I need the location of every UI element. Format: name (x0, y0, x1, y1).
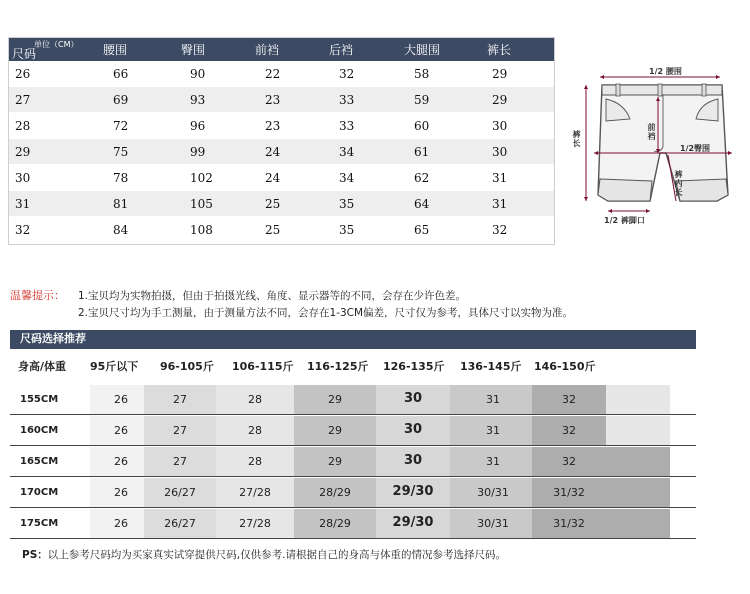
label-half-hip: 1/2臀围 (680, 144, 711, 153)
measure-cell: 59 (414, 93, 430, 107)
recommend-value: 30 (403, 453, 423, 468)
size-recommend-cell (606, 478, 670, 507)
measure-cell: 64 (414, 197, 430, 211)
size-recommend-cell (376, 447, 450, 476)
measure-cell: 72 (113, 119, 129, 133)
recommend-value: 31 (486, 455, 500, 468)
recommend-value: 28/29 (319, 486, 351, 499)
measure-cell: 31 (492, 171, 508, 185)
col-header-back-rise: 后裆 (329, 43, 354, 57)
recommend-value: 32 (562, 393, 576, 406)
measure-cell: 108 (190, 223, 213, 237)
recommend-value: 29 (328, 455, 342, 468)
recommend-value: 30/31 (477, 486, 509, 499)
size-cell: 27 (15, 93, 31, 107)
size-recommend-cell (216, 385, 294, 414)
measure-cell: 23 (265, 93, 281, 107)
measure-cell: 24 (265, 145, 281, 159)
height-weight-label: 身高/体重 (18, 360, 67, 373)
size-cell: 29 (15, 145, 31, 159)
weight-header: 106-115斤 (232, 360, 294, 373)
size-chart-table (8, 37, 555, 245)
size-recommend-cell (144, 447, 216, 476)
height-label: 170CM (20, 487, 59, 498)
size-recommend-cell (144, 416, 216, 445)
size-recommend-cell (450, 509, 536, 538)
measure-cell: 93 (190, 93, 206, 107)
measure-cell: 24 (265, 171, 281, 185)
tips-title: 温馨提示： (10, 289, 65, 302)
measure-cell: 90 (190, 67, 206, 81)
recommend-value: 26 (114, 455, 128, 468)
size-recommend-cell (606, 385, 670, 414)
unit-label: 单位（CM） (34, 40, 79, 49)
shorts-measurement-diagram (572, 55, 732, 235)
recommend-row (10, 478, 696, 508)
measure-cell: 65 (414, 223, 430, 237)
size-recommend-cell (606, 509, 670, 538)
size-cell: 32 (15, 223, 31, 237)
size-recommend-cell (606, 447, 670, 476)
recommend-row (10, 385, 696, 415)
measure-cell: 29 (492, 93, 508, 107)
measure-cell: 29 (492, 67, 508, 81)
size-recommend-cell (532, 416, 606, 445)
col-header-waist: 腰围 (103, 43, 128, 57)
weight-header: 126-135斤 (383, 360, 445, 373)
measure-cell: 105 (190, 197, 213, 211)
col-header-thigh: 大腿围 (404, 43, 441, 57)
col-header-length: 裤长 (487, 43, 512, 57)
size-recommend-cell (532, 385, 606, 414)
measure-cell: 60 (414, 119, 430, 133)
recommend-value: 31/32 (553, 517, 585, 530)
ps-text: 以上参考尺码均为买家真实试穿提供尺码,仅供参考.请根据自己的身高与体重的情况参考选择尺码。 (47, 549, 506, 561)
measure-cell: 75 (113, 145, 129, 159)
recommend-row (10, 447, 696, 477)
measure-cell: 62 (414, 171, 430, 185)
recommend-value: 26/27 (164, 486, 196, 499)
size-recommend-cell (450, 385, 536, 414)
weight-header: 96-105斤 (160, 360, 214, 373)
size-recommend-cell (144, 478, 216, 507)
size-recommend-cell (90, 509, 152, 538)
weight-header: 146-150斤 (534, 360, 596, 373)
recommend-value: 27/28 (239, 517, 271, 530)
measure-cell: 81 (113, 197, 129, 211)
size-corner-label: 尺码 (12, 47, 37, 61)
measure-cell: 22 (265, 67, 281, 81)
size-recommend-cell (216, 416, 294, 445)
size-recommend-cell (450, 478, 536, 507)
size-row (9, 113, 554, 138)
size-recommend-cell (90, 385, 152, 414)
size-recommend-cell (532, 478, 606, 507)
ps-note (22, 548, 506, 562)
measure-cell: 32 (492, 223, 508, 237)
recommend-value: 30 (403, 391, 423, 406)
recommend-value: 26 (114, 517, 128, 530)
size-recommend-cell (90, 447, 152, 476)
recommend-value: 31 (486, 393, 500, 406)
size-recommend-cell (216, 478, 294, 507)
size-recommend-cell (144, 509, 216, 538)
measure-cell: 32 (339, 67, 355, 81)
tip-line-2: 2.宝贝尺寸均为手工测量，由于测量方法不同，会存在1-3CM偏差，尺寸仅为参考，具体尺寸以实物为准。 (78, 307, 574, 319)
size-recommend-cell (294, 478, 376, 507)
size-recommend-cell (216, 447, 294, 476)
ps-prefix: PS： (22, 549, 48, 561)
label-half-waist: 1/2 腰围 (649, 67, 682, 76)
measure-cell: 58 (414, 67, 430, 81)
size-recommend-cell (90, 478, 152, 507)
measure-cell: 99 (190, 145, 206, 159)
size-recommend-cell (376, 416, 450, 445)
size-cell: 26 (15, 67, 31, 81)
measure-cell: 30 (492, 119, 508, 133)
recommend-value: 30 (403, 422, 423, 437)
measure-cell: 23 (265, 119, 281, 133)
recommend-value: 29 (328, 424, 342, 437)
label-inseam: 裤 内 长 (674, 170, 683, 197)
size-recommend-cell (294, 447, 376, 476)
size-recommend-cell (294, 509, 376, 538)
size-recommend-cell (532, 509, 606, 538)
measure-cell: 78 (113, 171, 129, 185)
size-recommend-cell (216, 509, 294, 538)
size-row (9, 165, 554, 190)
recommend-value: 29/30 (392, 515, 434, 530)
size-recommend-cell (376, 385, 450, 414)
size-cell: 28 (15, 119, 31, 133)
label-half-leg-opening: 1/2 裤脚口 (604, 216, 645, 225)
measure-cell: 35 (339, 223, 355, 237)
recommend-header (10, 330, 696, 349)
recommend-value: 26 (114, 486, 128, 499)
size-recommend-cell (606, 416, 670, 445)
recommend-value: 31 (486, 424, 500, 437)
measure-cell: 84 (113, 223, 129, 237)
size-recommend-cell (450, 416, 536, 445)
recommend-value: 28 (248, 393, 262, 406)
size-recommend-cell (90, 416, 152, 445)
col-header-front-rise: 前裆 (255, 43, 280, 57)
size-recommend-cell (532, 447, 606, 476)
tip-line-1: 1.宝贝均为实物拍摄，但由于拍摄光线、角度、显示器等的不同，会存在少许色差。 (78, 290, 467, 302)
recommend-value: 27 (173, 424, 187, 437)
measure-cell: 25 (265, 223, 281, 237)
size-row (9, 61, 554, 86)
weight-header-row (10, 360, 700, 376)
recommend-value: 28 (248, 455, 262, 468)
measure-cell: 102 (190, 171, 213, 185)
recommend-value: 28 (248, 424, 262, 437)
weight-header: 95斤以下 (90, 360, 139, 373)
recommend-value: 31/32 (553, 486, 585, 499)
size-recommend-cell (376, 509, 450, 538)
weight-header: 136-145斤 (460, 360, 522, 373)
measure-cell: 69 (113, 93, 129, 107)
measure-cell: 33 (339, 119, 355, 133)
measure-cell: 33 (339, 93, 355, 107)
recommend-title: 尺码选择推荐 (20, 332, 86, 345)
weight-header: 116-125斤 (307, 360, 369, 373)
measure-cell: 61 (414, 145, 430, 159)
label-length: 裤 长 (572, 130, 581, 148)
recommend-value: 27 (173, 455, 187, 468)
recommend-value: 26 (114, 424, 128, 437)
size-cell: 30 (15, 171, 31, 185)
recommend-value: 27/28 (239, 486, 271, 499)
measure-cell: 35 (339, 197, 355, 211)
measure-cell: 31 (492, 197, 508, 211)
size-row (9, 191, 554, 216)
size-recommend-cell (376, 478, 450, 507)
size-chart-header (9, 38, 554, 61)
height-label: 165CM (20, 456, 59, 467)
height-label: 160CM (20, 425, 59, 436)
size-row (9, 217, 554, 242)
label-front-rise: 前 裆 (647, 123, 656, 141)
measure-cell: 34 (339, 171, 355, 185)
recommend-value: 29/30 (392, 484, 434, 499)
size-cell: 31 (15, 197, 31, 211)
measure-cell: 96 (190, 119, 206, 133)
size-row (9, 87, 554, 112)
recommend-value: 30/31 (477, 517, 509, 530)
measure-cell: 34 (339, 145, 355, 159)
recommend-value: 26/27 (164, 517, 196, 530)
measure-cell: 25 (265, 197, 281, 211)
recommend-value: 28/29 (319, 517, 351, 530)
size-recommend-cell (144, 385, 216, 414)
recommend-value: 26 (114, 393, 128, 406)
recommend-value: 32 (562, 455, 576, 468)
height-label: 155CM (20, 394, 59, 405)
height-label: 175CM (20, 518, 59, 529)
measure-cell: 30 (492, 145, 508, 159)
size-recommend-cell (450, 447, 536, 476)
size-recommend-cell (294, 416, 376, 445)
col-header-hip: 臀围 (181, 43, 206, 57)
recommend-row (10, 416, 696, 446)
size-row (9, 139, 554, 164)
size-recommend-cell (294, 385, 376, 414)
recommend-value: 29 (328, 393, 342, 406)
recommend-value: 32 (562, 424, 576, 437)
measure-cell: 66 (113, 67, 129, 81)
recommend-row (10, 509, 696, 539)
recommend-value: 27 (173, 393, 187, 406)
